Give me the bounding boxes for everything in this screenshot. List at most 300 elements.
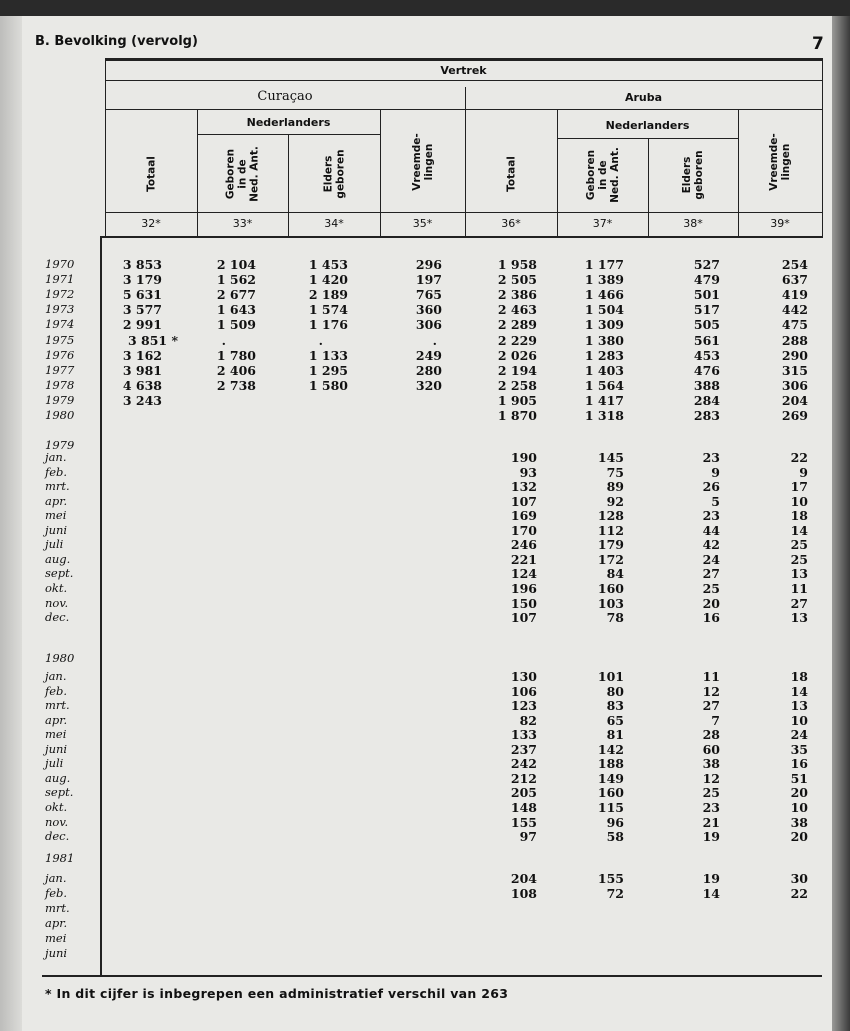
table-cell: 18	[790, 508, 808, 524]
rule	[105, 212, 822, 213]
scan-top-border	[0, 0, 850, 16]
table-row	[0, 871, 850, 886]
table-cell: 123	[510, 698, 537, 714]
table-row	[0, 272, 850, 287]
table-cell: 246	[510, 537, 537, 553]
row-label: 1979	[45, 438, 75, 452]
table-cell: 1 380	[584, 332, 624, 348]
table-cell: 1 905	[497, 392, 537, 408]
table-cell: 188	[597, 756, 624, 772]
table-row	[0, 727, 850, 742]
table-cell: 169	[510, 508, 537, 524]
rule	[465, 87, 466, 237]
rule	[105, 58, 106, 238]
table-row	[0, 742, 850, 757]
table-row	[0, 523, 850, 538]
table-row	[0, 552, 850, 567]
row-label: apr.	[45, 712, 68, 727]
table-cell: 196	[510, 580, 537, 596]
row-label: apr.	[45, 916, 68, 930]
table-cell: 107	[510, 610, 537, 626]
table-row	[0, 669, 850, 684]
table-cell: 24	[790, 727, 808, 743]
table-cell: 476	[693, 362, 720, 378]
table-cell: 3 981	[122, 362, 162, 378]
row-label: sept.	[45, 566, 74, 581]
table-cell: 51	[790, 770, 808, 786]
table-cell: 28	[702, 727, 720, 743]
rule	[105, 109, 822, 110]
column-number-1: 32*	[141, 217, 161, 230]
table-cell: 1 283	[584, 347, 624, 363]
table-cell: 17	[790, 479, 808, 495]
table-cell: 1 417	[584, 392, 624, 408]
table-cell: 22	[790, 886, 808, 901]
row-label: 1971	[45, 272, 75, 287]
table-row	[0, 829, 850, 844]
table-cell: 3 162	[122, 347, 162, 363]
table-row	[0, 465, 850, 480]
column-header-8: Vreemde- lingen	[768, 133, 792, 191]
table-row	[0, 596, 850, 611]
column-number-2: 33*	[232, 217, 253, 230]
table-cell: 249	[415, 347, 442, 363]
table-cell: 1 389	[584, 272, 624, 288]
table-cell: 14	[702, 886, 720, 901]
table-cell: 25	[702, 580, 720, 596]
table-cell: 5	[711, 493, 720, 509]
table-cell: 204	[781, 392, 808, 408]
table-row	[0, 713, 850, 728]
table-cell: 242	[510, 756, 537, 772]
table-cell: 26	[702, 479, 720, 495]
table-cell: 145	[597, 450, 624, 465]
row-label: dec.	[45, 829, 70, 844]
table-row	[0, 566, 850, 581]
table-cell: 1 420	[308, 272, 348, 288]
table-row	[0, 479, 850, 494]
footnote: * In dit cijfer is inbegrepen een administratief verschil van 263	[45, 986, 509, 1001]
table-row	[0, 651, 850, 666]
table-cell: 30	[790, 871, 808, 886]
table-cell: 306	[781, 377, 808, 393]
table-cell: 1 453	[308, 257, 348, 272]
table-cell: .	[432, 332, 437, 348]
table-cell: 25	[702, 785, 720, 801]
table-cell: 2 991	[122, 317, 162, 333]
row-label: 1979	[45, 392, 75, 407]
rule	[42, 975, 822, 977]
header-nederlanders-curacao: Nederlanders	[246, 116, 331, 129]
table-cell: 296	[415, 257, 442, 272]
table-cell: 149	[597, 770, 624, 786]
table-cell: 3 243	[122, 392, 162, 408]
row-label: mrt.	[45, 479, 70, 494]
table-cell: 283	[693, 408, 720, 423]
table-cell: 204	[510, 871, 537, 886]
column-number-8: 39*	[770, 217, 790, 230]
row-label: jan.	[45, 669, 67, 683]
table-cell: 479	[693, 272, 720, 288]
table-cell: 84	[606, 566, 624, 582]
table-row	[0, 901, 850, 916]
row-label: mrt.	[45, 901, 70, 915]
table-cell: 1 403	[584, 362, 624, 378]
table-cell: 42	[702, 537, 720, 553]
table-cell: 155	[597, 871, 624, 886]
table-cell: 75	[606, 464, 624, 480]
table-cell: 10	[790, 799, 808, 815]
table-cell: 1 133	[308, 347, 348, 363]
table-cell: 23	[702, 508, 720, 524]
table-row	[0, 931, 850, 946]
table-cell: 130	[510, 669, 537, 684]
table-cell: 1 643	[216, 302, 256, 318]
table-cell: 1 574	[308, 302, 348, 318]
table-cell: 60	[702, 741, 720, 757]
row-label: feb.	[45, 886, 68, 900]
table-cell: 2 677	[216, 287, 256, 303]
table-cell: 38	[702, 756, 720, 772]
row-label: 1977	[45, 362, 75, 377]
table-cell: 155	[510, 814, 537, 830]
table-row	[0, 785, 850, 800]
table-cell: 9	[799, 464, 808, 480]
table-cell: 25	[790, 537, 808, 553]
table-cell: 27	[702, 566, 720, 582]
table-cell: 16	[790, 756, 808, 772]
table-cell: 505	[693, 317, 720, 333]
table-cell: 38	[790, 814, 808, 830]
table-cell: 22	[790, 450, 808, 465]
table-cell: 133	[510, 727, 537, 743]
rule	[100, 236, 822, 238]
table-cell: 475	[781, 317, 808, 333]
page-number: 7	[812, 34, 824, 54]
column-number-3: 34*	[324, 217, 344, 230]
table-cell: 2 505	[497, 272, 537, 288]
row-label: 1980	[45, 651, 75, 665]
table-cell: 5 631	[122, 287, 162, 303]
table-cell: 19	[702, 829, 720, 845]
column-header-5: Totaal	[505, 155, 517, 192]
row-label: mei	[45, 727, 67, 742]
table-cell: 13	[790, 566, 808, 582]
column-header-7: Elders geboren	[681, 150, 705, 200]
table-row	[0, 378, 850, 393]
table-row	[0, 408, 850, 423]
row-label: 1976	[45, 347, 75, 362]
table-cell: 1 780	[216, 347, 256, 363]
table-row	[0, 317, 850, 332]
table-cell: 320	[415, 377, 442, 393]
row-label: juni	[45, 946, 68, 960]
column-number-4: 35*	[412, 217, 433, 230]
table-cell: 527	[693, 257, 720, 272]
row-label: 1970	[45, 257, 75, 271]
row-label: juni	[45, 522, 68, 537]
table-cell: 101	[597, 669, 624, 684]
table-cell: 269	[781, 408, 808, 423]
table-cell: 2 026	[497, 347, 537, 363]
table-cell: 360	[415, 302, 442, 318]
table-cell: 96	[606, 814, 624, 830]
row-label: mrt.	[45, 698, 70, 713]
table-cell: 2 194	[497, 362, 537, 378]
table-cell: 1 958	[497, 257, 537, 272]
table-cell: .	[318, 332, 323, 348]
table-cell: 12	[702, 770, 720, 786]
table-row	[0, 886, 850, 901]
row-label: dec.	[45, 610, 70, 625]
table-cell: 83	[606, 698, 624, 714]
row-label: feb.	[45, 464, 68, 479]
rule	[105, 80, 822, 81]
table-cell: 1 509	[216, 317, 256, 333]
header-vertrek: Vertrek	[440, 64, 487, 77]
table-cell: .	[221, 332, 226, 348]
table-cell: 107	[510, 493, 537, 509]
table-cell: 1 177	[584, 257, 624, 272]
table-cell: 2 104	[216, 257, 256, 272]
table-row	[0, 684, 850, 699]
table-cell: 65	[606, 712, 624, 728]
column-number-5: 36*	[501, 217, 521, 230]
table-cell: 765	[415, 287, 442, 303]
table-cell: 453	[693, 347, 720, 363]
row-label: jan.	[45, 450, 67, 464]
row-label: sept.	[45, 785, 74, 800]
table-cell: 3 179	[122, 272, 162, 288]
table-cell: 172	[597, 551, 624, 567]
column-header-3: Elders geboren	[322, 148, 346, 199]
table-cell: 2 229	[497, 332, 537, 348]
table-cell: 221	[510, 551, 537, 567]
table-cell: 1 562	[216, 272, 256, 288]
row-label: aug.	[45, 551, 71, 566]
table-cell: 1 870	[497, 408, 537, 423]
table-cell: 1 564	[584, 377, 624, 393]
table-cell: 4 638	[122, 377, 162, 393]
table-cell: 27	[790, 595, 808, 611]
table-cell: 280	[415, 362, 442, 378]
header-curacao: Curaçao	[257, 89, 313, 104]
table-row	[0, 302, 850, 317]
row-label: mei	[45, 508, 67, 523]
rule	[822, 58, 823, 238]
table-cell: 24	[702, 551, 720, 567]
table-cell: 517	[693, 302, 720, 318]
table-cell: 81	[606, 727, 624, 743]
table-cell: 170	[510, 522, 537, 538]
column-header-4: Vreemde- lingen	[410, 133, 435, 191]
table-cell: 306	[415, 317, 442, 333]
table-cell: 106	[510, 683, 537, 699]
table-cell: 23	[702, 799, 720, 815]
table-row	[0, 508, 850, 523]
table-cell: 254	[781, 257, 808, 272]
table-cell: 20	[702, 595, 720, 611]
column-header-6: Geboren in de Ned. Ant.	[584, 147, 621, 203]
table-cell: 12	[702, 683, 720, 699]
row-label: juli	[45, 756, 64, 771]
table-cell: 501	[693, 287, 720, 303]
table-cell: 179	[597, 537, 624, 553]
column-number-7: 38*	[683, 217, 703, 230]
table-cell: 388	[693, 377, 720, 393]
table-cell: 19	[702, 871, 720, 886]
table-cell: 160	[597, 785, 624, 801]
table-row	[0, 581, 850, 596]
table-row	[0, 333, 850, 348]
table-row	[0, 815, 850, 830]
table-row	[0, 916, 850, 931]
table-row	[0, 946, 850, 961]
table-cell: 2 258	[497, 377, 537, 393]
table-cell: 35	[790, 741, 808, 757]
table-cell: 18	[790, 669, 808, 684]
table-cell: 1 176	[308, 317, 348, 333]
table-cell: 237	[510, 741, 537, 757]
row-label: aug.	[45, 770, 71, 785]
row-label: okt.	[45, 799, 68, 814]
row-label: mei	[45, 931, 67, 945]
table-cell: 78	[606, 610, 624, 626]
table-cell: 10	[790, 712, 808, 728]
table-row	[0, 450, 850, 465]
table-cell: 16	[702, 610, 720, 626]
row-label: nov.	[45, 814, 69, 829]
table-cell: 10	[790, 493, 808, 509]
table-cell: 20	[790, 785, 808, 801]
table-cell: 124	[510, 566, 537, 582]
row-label: 1981	[45, 851, 75, 865]
row-label: 1980	[45, 408, 75, 422]
header-nederlanders-aruba: Nederlanders	[605, 119, 690, 132]
table-cell: 23	[702, 450, 720, 465]
table-cell: 419	[781, 287, 808, 303]
table-cell: 93	[519, 464, 537, 480]
table-cell: 148	[510, 799, 537, 815]
table-cell: 1 580	[308, 377, 348, 393]
table-cell: 150	[510, 595, 537, 611]
table-cell: 80	[606, 683, 624, 699]
table-cell: 11	[790, 580, 808, 596]
table-cell: 197	[415, 272, 442, 288]
table-cell: 142	[597, 741, 624, 757]
table-row	[0, 537, 850, 552]
table-cell: 82	[519, 712, 537, 728]
table-cell: 205	[510, 785, 537, 801]
row-label: jan.	[45, 871, 67, 885]
row-label: 1975	[45, 332, 75, 347]
table-cell: 44	[702, 522, 720, 538]
table-cell: 1 309	[584, 317, 624, 333]
table-cell: 3 851 *	[127, 332, 178, 348]
table-row	[0, 698, 850, 713]
table-row	[0, 257, 850, 272]
table-row	[0, 756, 850, 771]
table-cell: 72	[606, 886, 624, 901]
table-cell: 20	[790, 829, 808, 845]
table-row	[0, 363, 850, 378]
row-label: okt.	[45, 580, 68, 595]
table-cell: 9	[711, 464, 720, 480]
table-row	[0, 348, 850, 363]
table-row	[0, 610, 850, 625]
table-row	[0, 494, 850, 509]
table-cell: 637	[781, 272, 808, 288]
row-label: 1972	[45, 287, 75, 302]
table-cell: 21	[702, 814, 720, 830]
row-label: apr.	[45, 493, 68, 508]
table-cell: 103	[597, 595, 624, 611]
table-cell: 288	[781, 332, 808, 348]
table-cell: 89	[606, 479, 624, 495]
table-cell: 115	[597, 799, 624, 815]
table-row	[0, 771, 850, 786]
table-cell: 3 853	[122, 257, 162, 272]
table-cell: 14	[790, 522, 808, 538]
table-cell: 13	[790, 698, 808, 714]
rule	[105, 58, 822, 61]
row-label: 1978	[45, 377, 75, 392]
table-cell: 92	[606, 493, 624, 509]
table-cell: 2 386	[497, 287, 537, 303]
table-cell: 1 466	[584, 287, 624, 303]
column-number-6: 37*	[592, 217, 613, 230]
table-cell: 2 406	[216, 362, 256, 378]
table-cell: 13	[790, 610, 808, 626]
table-cell: 7	[711, 712, 720, 728]
table-cell: 561	[693, 332, 720, 348]
table-row	[0, 393, 850, 408]
table-cell: 290	[781, 347, 808, 363]
table-cell: 212	[510, 770, 537, 786]
table-cell: 2 189	[308, 287, 348, 303]
row-label: nov.	[45, 595, 69, 610]
table-row	[0, 800, 850, 815]
table-cell: 128	[597, 508, 624, 524]
table-cell: 132	[510, 479, 537, 495]
table-cell: 442	[781, 302, 808, 318]
row-label: juni	[45, 741, 68, 756]
table-cell: 284	[693, 392, 720, 408]
table-cell: 315	[781, 362, 808, 378]
table-cell: 1 504	[584, 302, 624, 318]
table-cell: 11	[702, 669, 720, 684]
table-cell: 1 318	[584, 408, 624, 423]
table-cell: 160	[597, 580, 624, 596]
table-cell: 27	[702, 698, 720, 714]
table-cell: 190	[510, 450, 537, 465]
header-aruba: Aruba	[624, 91, 663, 104]
table-cell: 1 295	[308, 362, 348, 378]
table-cell: 108	[510, 886, 537, 901]
table-cell: 2 463	[497, 302, 537, 318]
table-row	[0, 851, 850, 866]
table-cell: 58	[606, 829, 624, 845]
section-title: B. Bevolking (vervolg)	[35, 34, 198, 49]
row-label: juli	[45, 537, 64, 552]
row-label: feb.	[45, 683, 68, 698]
table-cell: 3 577	[122, 302, 162, 318]
table-cell: 25	[790, 551, 808, 567]
column-header-2: Geboren in de Ned. Ant.	[224, 145, 261, 202]
row-label: 1974	[45, 317, 75, 332]
table-cell: 14	[790, 683, 808, 699]
table-row	[0, 287, 850, 302]
